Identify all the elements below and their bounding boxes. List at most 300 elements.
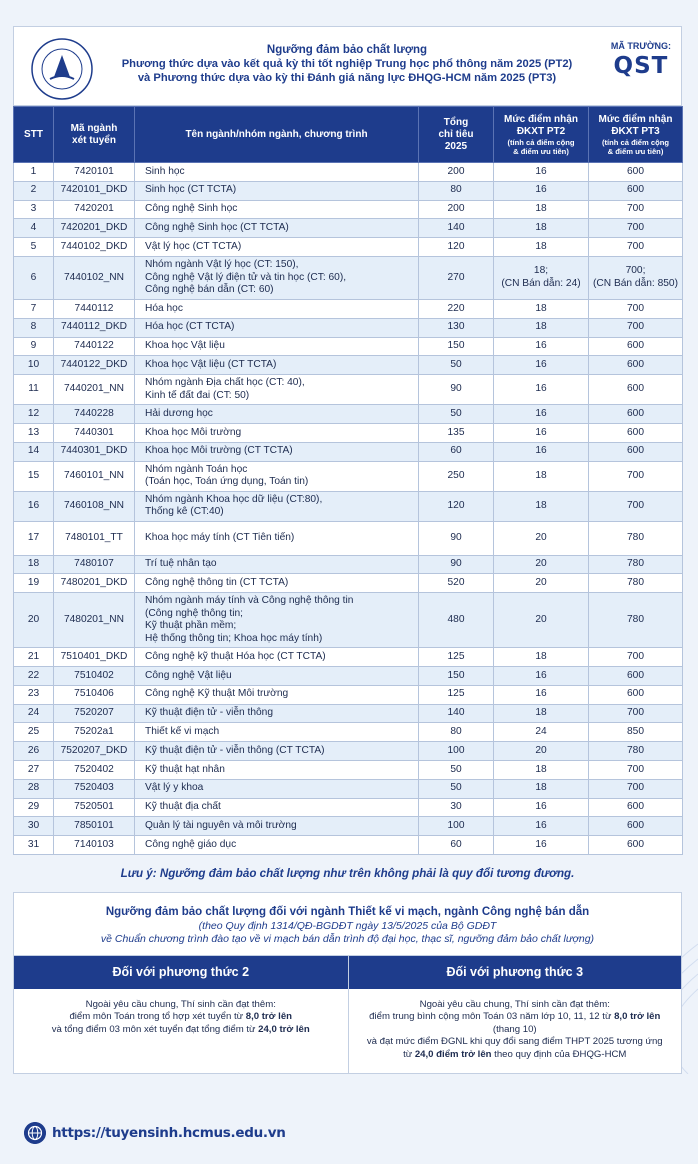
cell-pt2: [494, 723, 589, 742]
cell-stt: 28: [14, 779, 54, 798]
cell-stt: 26: [14, 742, 54, 761]
cell-name: [135, 181, 419, 200]
cell-pt2: [494, 521, 589, 555]
cell-stt: 24: [14, 704, 54, 723]
university-logo: [30, 37, 94, 101]
cell-code: 7480107: [54, 555, 135, 574]
cell-name: [135, 648, 419, 667]
table-row: [14, 442, 683, 461]
cell-pt2: [494, 219, 589, 238]
cell-quota: 50: [419, 356, 494, 375]
method-3-body: [349, 989, 682, 1074]
cell-pt3: [589, 521, 683, 555]
cell-text: 600: [627, 426, 644, 438]
cell-text: Khoa học máy tính (CT Tiên tiến): [145, 531, 295, 543]
header-stt: STT: [14, 107, 54, 163]
cell-name: [135, 318, 419, 337]
cell-text: (CN Bán dẫn: 24): [501, 277, 581, 289]
cell-text: 700: [627, 782, 644, 794]
cell-pt2: [494, 666, 589, 685]
method-2-line: [22, 1011, 340, 1024]
cell-name: [135, 574, 419, 593]
cell-text: Sinh học (CT TCTA): [145, 184, 237, 196]
cell-code: 7460101_NN: [54, 461, 135, 491]
method-2-line: Ngoài yêu cầu chung, Thí sinh cần đạt thêm:: [85, 998, 276, 1010]
cell-name: [135, 760, 419, 779]
cell-code: 7510406: [54, 685, 135, 704]
method-columns: [14, 955, 681, 1074]
cell-text: 20: [535, 613, 547, 625]
cell-text: 600: [627, 165, 644, 177]
cell-text: Công nghệ Sinh học (CT TCTA): [145, 222, 289, 234]
cell-pt3: [589, 760, 683, 779]
header-title-3: và Phương thức dựa vào kỳ thi Đánh giá năng lực ĐHQG-HCM năm 2025 (PT3): [137, 72, 557, 84]
cell-code: 7440201_NN: [54, 375, 135, 405]
cell-text: 16: [535, 819, 547, 831]
cell-stt: 4: [14, 219, 54, 238]
header-quota-line: Tổng: [443, 116, 469, 128]
cell-code: 7140103: [54, 836, 135, 855]
school-code-label: MÃ TRƯỜNG:: [610, 41, 671, 51]
cell-quota: 90: [419, 555, 494, 574]
cell-name: [135, 555, 419, 574]
text-bold: 8,0 trở lên: [245, 1011, 293, 1023]
table-row: [14, 238, 683, 257]
table-row: [14, 256, 683, 299]
cell-text: Kỹ thuật điện tử - viễn thông: [145, 707, 274, 719]
cell-text: (CN Bán dẫn: 850): [593, 277, 678, 289]
cell-pt3: [589, 337, 683, 356]
cell-quota: 120: [419, 238, 494, 257]
header: [13, 26, 682, 106]
cell-quota: 150: [419, 337, 494, 356]
cell-quota: 130: [419, 318, 494, 337]
method-3-line: và đạt mức điểm ĐGNL khi quy đổi sang điểm THPT 2025 tương ứng: [366, 1036, 663, 1048]
table-row: [14, 666, 683, 685]
header-pt2-line: ĐKXT PT2: [516, 125, 566, 137]
cell-code: 7460108_NN: [54, 491, 135, 521]
cell-text: Vật lý y khoa: [145, 782, 204, 794]
cell-text: Trí tuệ nhân tạo: [145, 558, 217, 570]
table-row: [14, 836, 683, 855]
cell-code: 7520501: [54, 798, 135, 817]
cell-name: [135, 337, 419, 356]
cell-pt3: [589, 163, 683, 182]
text-bold: 24,0 điểm trở lên: [414, 1048, 492, 1060]
cell-stt: 16: [14, 491, 54, 521]
cell-text: 600: [627, 838, 644, 850]
cell-code: 7440102_DKD: [54, 238, 135, 257]
cell-text: 18: [535, 222, 547, 234]
cell-text: 18: [535, 763, 547, 775]
cell-code: 7420201_DKD: [54, 219, 135, 238]
cell-text: Nhóm ngành Toán học: [145, 463, 248, 475]
cell-pt2: [494, 442, 589, 461]
cell-quota: 90: [419, 521, 494, 555]
cell-pt2: [494, 555, 589, 574]
table-row: [14, 491, 683, 521]
cell-quota: 80: [419, 181, 494, 200]
cell-pt2: [494, 200, 589, 219]
cell-pt3: [589, 181, 683, 200]
cell-stt: 19: [14, 574, 54, 593]
cell-stt: 21: [14, 648, 54, 667]
cell-pt2: [494, 299, 589, 318]
cell-code: 7440228: [54, 405, 135, 424]
cell-code: 7440122: [54, 337, 135, 356]
header-quota-line: chỉ tiêu: [438, 128, 474, 140]
cell-text: 18: [535, 707, 547, 719]
cell-name: [135, 723, 419, 742]
cell-text: 18: [535, 240, 547, 252]
globe-icon: [24, 1122, 46, 1144]
cell-quota: 60: [419, 442, 494, 461]
table-row: [14, 798, 683, 817]
cell-name: [135, 163, 419, 182]
cell-code: 7440122_DKD: [54, 356, 135, 375]
cell-text: Công nghệ Vật liệu: [145, 669, 232, 681]
cell-stt: 25: [14, 723, 54, 742]
header-pt3-line: ĐKXT PT3: [611, 125, 660, 137]
method-3-heading: Đối với phương thức 3: [349, 956, 682, 989]
cell-text: Thiết kế vi mạch: [145, 725, 220, 737]
box-subtitle-2: về Chuẩn chương trình đào tạo về vi mạch bán dẫn trình độ đại học, thạc sĩ, ngưỡng đảm bảo chất lượng): [100, 932, 595, 945]
header-title-2: Phương thức dựa vào kết quả kỳ thi tốt nghiệp Trung học phổ thông năm 2025 (PT2): [121, 58, 573, 70]
cell-pt2: [494, 574, 589, 593]
text-bold: 24,0 trở lên: [258, 1023, 310, 1035]
cell-quota: 50: [419, 405, 494, 424]
cell-stt: 22: [14, 666, 54, 685]
cell-pt3: [589, 779, 683, 798]
cell-text: 20: [535, 577, 547, 588]
table-row: [14, 318, 683, 337]
cell-text: 20: [535, 744, 547, 756]
cell-quota: 135: [419, 423, 494, 442]
table-row: [14, 817, 683, 836]
cell-quota: 60: [419, 836, 494, 855]
table-row: [14, 375, 683, 405]
cell-quota: 125: [419, 648, 494, 667]
cell-pt3: [589, 461, 683, 491]
school-code-value: QST: [613, 53, 669, 79]
table-row: [14, 704, 683, 723]
cell-stt: 23: [14, 685, 54, 704]
cell-pt3: [589, 593, 683, 648]
header-code: [54, 107, 135, 163]
cell-stt: 18: [14, 555, 54, 574]
cell-name: [135, 521, 419, 555]
cell-name: [135, 442, 419, 461]
header-pt2-note: (tính cả điểm cộng: [507, 137, 575, 147]
cell-pt2: [494, 742, 589, 761]
cell-name: [135, 405, 419, 424]
cell-code: 7520403: [54, 779, 135, 798]
cell-text: 16: [535, 688, 547, 700]
cell-name: [135, 704, 419, 723]
cell-text: Công nghệ kỹ thuật Hóa học (CT TCTA): [145, 650, 326, 662]
cell-name: [135, 219, 419, 238]
header-quota-line: 2025: [444, 140, 468, 152]
cell-text: 600: [627, 819, 644, 831]
cell-stt: 8: [14, 318, 54, 337]
cell-name: [135, 742, 419, 761]
cell-pt2: [494, 163, 589, 182]
cell-pt2: [494, 423, 589, 442]
cell-text: 20: [535, 558, 547, 570]
cell-code: 7510401_DKD: [54, 648, 135, 667]
cell-pt3: [589, 405, 683, 424]
text: từ: [403, 1048, 415, 1060]
cell-pt2: [494, 181, 589, 200]
cell-text: Nhóm ngành Địa chất học (CT: 40),: [145, 377, 305, 389]
table-row: [14, 648, 683, 667]
cell-code: 75202a1: [54, 723, 135, 742]
cell-quota: 250: [419, 461, 494, 491]
header-name: Tên ngành/nhóm ngành, chương trình: [135, 107, 419, 163]
text: và tổng điểm 03 môn xét tuyển đạt tổng điểm từ: [51, 1023, 259, 1035]
cell-text: Quản lý tài nguyên và môi trường: [145, 819, 297, 831]
text-bold: 8,0 trở lên: [614, 1011, 661, 1023]
cell-text: 700: [627, 499, 644, 511]
cell-quota: 220: [419, 299, 494, 318]
cell-text: Vật lý học (CT TCTA): [145, 240, 242, 252]
cell-stt: 20: [14, 593, 54, 648]
cell-quota: 90: [419, 375, 494, 405]
cell-quota: 100: [419, 742, 494, 761]
cell-stt: 6: [14, 256, 54, 299]
cell-text: 600: [627, 184, 644, 196]
cell-text: Sinh học: [145, 165, 185, 177]
cell-text: Hệ thống thông tin; Khoa học máy tính): [145, 632, 323, 644]
cell-name: [135, 299, 419, 318]
cell-code: 7480101_TT: [54, 521, 135, 555]
header-pt3: [589, 107, 683, 163]
cell-quota: 270: [419, 256, 494, 299]
cell-text: (Toán học, Toán ứng dụng, Toán tin): [145, 476, 309, 488]
website-link[interactable]: https://tuyensinh.hcmus.edu.vn: [52, 1125, 286, 1141]
cell-text: Kỹ thuật hạt nhân: [145, 763, 225, 775]
cell-quota: 125: [419, 685, 494, 704]
cell-pt2: [494, 685, 589, 704]
cell-pt2: [494, 356, 589, 375]
cell-text: 16: [535, 801, 547, 813]
cell-text: 700: [627, 222, 644, 234]
cell-name: [135, 238, 419, 257]
box-titles: [14, 893, 681, 945]
cell-quota: 520: [419, 574, 494, 593]
cell-name: [135, 685, 419, 704]
cell-text: 700: [627, 707, 644, 719]
table-row: [14, 356, 683, 375]
cell-pt3: [589, 555, 683, 574]
table-row: [14, 181, 683, 200]
cell-stt: 5: [14, 238, 54, 257]
cell-pt2: [494, 779, 589, 798]
cell-text: 700: [627, 240, 644, 252]
cell-text: 18: [535, 321, 547, 333]
cell-pt3: [589, 356, 683, 375]
method-2-column: [14, 956, 348, 1074]
text: điểm trung bình cộng môn Toán 03 năm lớp 10, 11, 12 từ: [369, 1011, 615, 1023]
cell-text: 700: [627, 763, 644, 775]
cell-name: [135, 200, 419, 219]
box-title: Ngưỡng đảm bảo chất lượng đối với ngành Thiết kế vi mạch, ngành Công nghệ bán dẫn: [105, 905, 590, 918]
cell-stt: 11: [14, 375, 54, 405]
cell-text: 700;: [625, 265, 646, 277]
cell-text: Công nghệ thông tin (CT TCTA): [145, 577, 289, 588]
cell-text: 18: [535, 782, 547, 794]
cell-pt2: [494, 337, 589, 356]
cell-stt: 30: [14, 817, 54, 836]
cell-code: 7420201: [54, 200, 135, 219]
cell-pt3: [589, 817, 683, 836]
cell-pt2: [494, 836, 589, 855]
cell-text: Khoa học Vật liệu: [145, 340, 225, 352]
cell-name: [135, 375, 419, 405]
cell-text: 24: [535, 725, 547, 737]
cell-pt3: [589, 704, 683, 723]
method-3-line: Ngoài yêu cầu chung, Thí sinh cần đạt thêm:: [419, 998, 610, 1010]
cell-stt: 12: [14, 405, 54, 424]
cell-pt3: [589, 742, 683, 761]
cell-text: Kỹ thuật phần mềm;: [145, 620, 237, 632]
cell-quota: 100: [419, 817, 494, 836]
cell-text: 18;: [533, 265, 549, 277]
header-pt2-line: Mức điểm nhận: [504, 113, 578, 125]
cell-text: Công nghệ Vật lý điện tử và tin học (CT: 60),: [145, 271, 347, 283]
cell-text: 18: [535, 650, 547, 662]
cell-name: [135, 817, 419, 836]
cell-text: 18: [535, 499, 547, 511]
header-pt3-note: (tính cả điểm cộng: [601, 137, 670, 147]
cell-pt2: [494, 593, 589, 648]
table-row: [14, 760, 683, 779]
cell-code: 7420101_DKD: [54, 181, 135, 200]
cell-code: 7850101: [54, 817, 135, 836]
cell-quota: 50: [419, 760, 494, 779]
cell-name: [135, 356, 419, 375]
cell-stt: 17: [14, 521, 54, 555]
table-row: [14, 685, 683, 704]
cell-text: 16: [535, 340, 547, 352]
cell-text: Khoa học Môi trường (CT TCTA): [145, 445, 293, 457]
cell-text: Nhóm ngành máy tính và Công nghệ thông tin: [145, 595, 354, 607]
cell-stt: 3: [14, 200, 54, 219]
cell-name: [135, 491, 419, 521]
cell-pt3: [589, 798, 683, 817]
cell-code: 7440102_NN: [54, 256, 135, 299]
cell-pt3: [589, 219, 683, 238]
table-row: [14, 337, 683, 356]
cell-text: 780: [627, 744, 644, 756]
method-3-column: [348, 956, 682, 1074]
cell-text: 780: [627, 531, 644, 543]
header-quota: [419, 107, 494, 163]
cell-pt3: [589, 836, 683, 855]
cell-pt3: [589, 318, 683, 337]
cell-text: Kỹ thuật điện tử - viễn thông (CT TCTA): [145, 744, 325, 756]
cell-code: 7510402: [54, 666, 135, 685]
cell-text: 780: [627, 577, 644, 588]
cell-quota: 140: [419, 219, 494, 238]
cell-text: 16: [535, 165, 547, 177]
method-2-heading: Đối với phương thức 2: [14, 956, 348, 989]
cell-stt: 1: [14, 163, 54, 182]
cell-stt: 29: [14, 798, 54, 817]
cell-text: 780: [627, 558, 644, 570]
cell-quota: 200: [419, 163, 494, 182]
cell-pt3: [589, 238, 683, 257]
cell-name: [135, 666, 419, 685]
note: Lưu ý: Ngưỡng đảm bảo chất lượng như trên không phải là quy đổi tương đương.: [120, 866, 575, 880]
cell-pt2: [494, 704, 589, 723]
cell-name: [135, 593, 419, 648]
cell-quota: 480: [419, 593, 494, 648]
cell-text: Khoa học Môi trường: [145, 426, 242, 438]
header-title-1: Ngưỡng đảm bảo chất lượng: [266, 44, 428, 56]
table-header-row: [14, 107, 683, 163]
cell-code: 7420101: [54, 163, 135, 182]
cell-quota: 200: [419, 200, 494, 219]
school-code: [611, 41, 671, 79]
cell-text: 16: [535, 407, 547, 419]
cell-text: Thống kê (CT:40): [145, 506, 224, 518]
table-row: [14, 779, 683, 798]
cell-pt2: [494, 648, 589, 667]
cell-code: 7480201_DKD: [54, 574, 135, 593]
cell-code: 7480201_NN: [54, 593, 135, 648]
cell-pt2: [494, 491, 589, 521]
header-pt2-note: & điểm ưu tiên): [513, 146, 569, 156]
cell-pt2: [494, 760, 589, 779]
table-row: [14, 742, 683, 761]
cell-text: 600: [627, 383, 644, 395]
cell-text: Nhóm ngành Vật lý học (CT: 150),: [145, 259, 299, 271]
table-row: [14, 299, 683, 318]
cell-code: 7440112_DKD: [54, 318, 135, 337]
cell-pt3: [589, 574, 683, 593]
cell-text: 600: [627, 340, 644, 352]
cell-pt2: [494, 375, 589, 405]
cell-name: [135, 798, 419, 817]
header-pt2: [494, 107, 589, 163]
cell-quota: 120: [419, 491, 494, 521]
header-titles: [104, 43, 590, 85]
table-row: [14, 593, 683, 648]
cell-text: 600: [627, 688, 644, 700]
cell-text: 700: [627, 469, 644, 481]
cell-text: 600: [627, 801, 644, 813]
header-code-line: xét tuyển: [72, 134, 116, 146]
cell-quota: 150: [419, 666, 494, 685]
threshold-table: [13, 106, 683, 855]
table-row: [14, 405, 683, 424]
cell-pt3: [589, 423, 683, 442]
cell-code: 7440112: [54, 299, 135, 318]
method-3-line: [357, 1011, 674, 1036]
cell-text: Hải dương học: [145, 407, 213, 419]
cell-text: Kỹ thuật địa chất: [145, 801, 221, 813]
table-row: [14, 163, 683, 182]
method-3-line: [357, 1049, 674, 1062]
cell-text: 16: [535, 383, 547, 395]
cell-pt3: [589, 375, 683, 405]
table-row: [14, 423, 683, 442]
cell-stt: 9: [14, 337, 54, 356]
cell-stt: 15: [14, 461, 54, 491]
cell-text: Công nghệ Kỹ thuật Môi trường: [145, 688, 289, 700]
cell-quota: 80: [419, 723, 494, 742]
